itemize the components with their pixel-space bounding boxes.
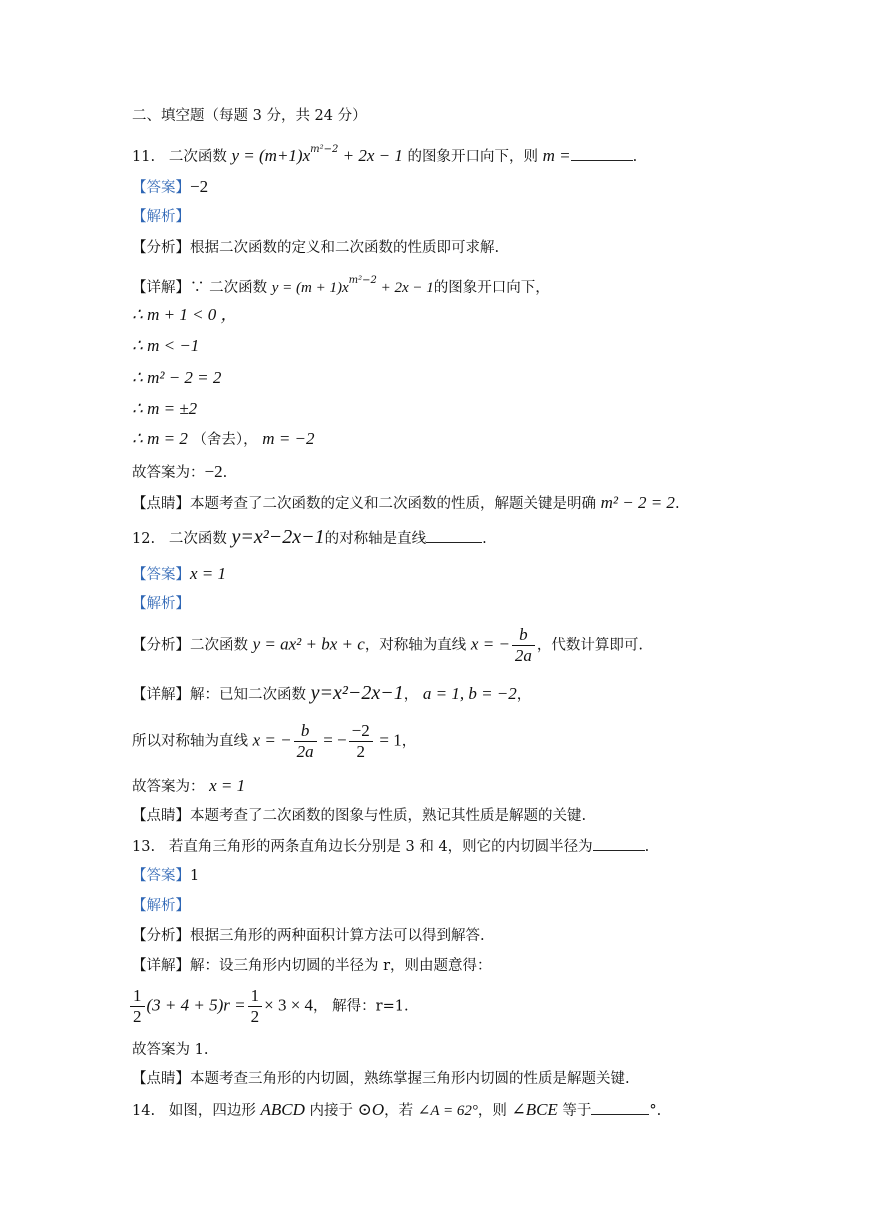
step-line xyxy=(132,429,315,450)
comment-text: 本题考查了二次函数的定义和二次函数的性质，解题关键是明确 xyxy=(190,496,596,512)
fraction-numerator: b xyxy=(512,625,535,646)
fraction-denominator: 2a xyxy=(514,646,532,665)
fraction-denominator: 2a xyxy=(296,742,314,761)
fenxi-text: 二次函数 xyxy=(190,637,248,654)
analysis-line xyxy=(132,926,485,946)
analysis-tag: 【解析】 xyxy=(132,898,190,914)
question-11 xyxy=(132,140,637,167)
math-expression: + 2x − 1 xyxy=(376,280,434,296)
answer-tag: 【答案】 xyxy=(132,567,190,583)
comment-tag: 【点睛】 xyxy=(132,808,190,824)
question-text: ，则 xyxy=(477,1103,507,1119)
axis-line xyxy=(132,721,416,762)
step-text: （舍去）， xyxy=(192,432,258,448)
comment-text: 本题考查三角形的内切圆，熟练掌握三角形内切圆的性质是解题关键. xyxy=(190,1071,630,1087)
detail-text: 所以对称轴为直线 xyxy=(132,733,248,750)
question-number: 12. xyxy=(132,531,156,547)
math-expression: + 2x − 1 xyxy=(338,146,403,165)
detail-tag: 【详解】 xyxy=(132,958,190,974)
question-text: 二次函数 xyxy=(168,531,227,547)
fraction-denominator: 2 xyxy=(356,742,365,761)
step-line: ∴ m < −1 xyxy=(132,336,200,355)
fenxi-tag: 【分析】 xyxy=(132,240,190,256)
section-title: 二、填空题（每题 3 分，共 24 分） xyxy=(132,108,367,124)
answer-tag: 【答案】 xyxy=(132,868,190,884)
math-expression: ABCD xyxy=(260,1100,305,1119)
math-expression: = − xyxy=(323,730,347,750)
conclusion-line xyxy=(132,462,227,483)
detail-text: 的图象开口向下， xyxy=(433,280,550,296)
fenxi-text: ，对称轴为直线 xyxy=(364,637,467,654)
fenxi-tag: 【分析】 xyxy=(132,928,190,944)
step-line: ∴ m² − 2 = 2 xyxy=(132,368,222,387)
math-expression: = 1 xyxy=(379,730,402,750)
detail-tag: 【详解】 xyxy=(132,687,190,703)
question-text: 的对称轴是直线 xyxy=(324,531,427,547)
fenxi-text: ，代数计算即可. xyxy=(536,637,644,654)
math-expression: a = 1, b = −2 xyxy=(422,684,517,703)
math-expression: ∠A = 62° xyxy=(417,1103,478,1119)
question-text: 如图，四边形 xyxy=(168,1103,256,1119)
question-number: 13. xyxy=(132,839,156,855)
question-12 xyxy=(132,527,487,549)
math-expression: (3 + 4 + 5)r = xyxy=(146,995,246,1015)
math-expression: y = ax² + bx + c xyxy=(252,634,365,654)
detail-text: 解：已知二次函数 xyxy=(190,687,306,703)
analysis-line xyxy=(132,625,643,666)
equation-line xyxy=(128,986,409,1027)
fraction-numerator: 1 xyxy=(248,986,263,1007)
question-number: 11. xyxy=(132,149,156,165)
answer-value: −2 xyxy=(204,462,223,481)
punctuation: ， xyxy=(401,733,417,750)
analysis-tag: 【解析】 xyxy=(132,209,190,225)
question-text: 二次函数 xyxy=(168,149,227,165)
question-text: 的图象开口向下，则 xyxy=(407,149,538,165)
punctuation: . xyxy=(644,839,650,855)
math-expression: m = −2 xyxy=(262,429,315,448)
comment-line xyxy=(132,1069,630,1089)
answer-line xyxy=(132,177,208,198)
answer-blank[interactable] xyxy=(593,836,645,851)
fenxi-text: 根据三角形的两种面积计算方法可以得到解答. xyxy=(190,928,485,944)
answer-value: 1 xyxy=(190,868,200,884)
analysis-tag: 【解析】 xyxy=(132,596,190,612)
question-text: 若直角三角形的两条直角边长分别是 3 和 4，则它的内切圆半径为 xyxy=(168,839,593,855)
fraction xyxy=(248,986,263,1027)
comment-tag: 【点睛】 xyxy=(132,1071,190,1087)
analysis-line xyxy=(132,238,499,258)
fenxi-text: 根据二次函数的定义和二次函数的性质即可求解. xyxy=(190,240,500,256)
math-expression: m² − 2 = 2 xyxy=(600,493,675,512)
fraction-denominator: 2 xyxy=(250,1007,260,1026)
math-expression: m = xyxy=(542,146,571,165)
detail-line xyxy=(132,271,550,298)
detail-text: 解：设三角形内切圆的半径为 r，则由题意得： xyxy=(190,958,492,974)
math-expression: x = − xyxy=(470,634,510,654)
answer-value: x = 1 xyxy=(190,564,227,583)
math-expression: x = − xyxy=(252,730,292,750)
punctuation: °. xyxy=(649,1103,662,1119)
punctuation: . xyxy=(632,149,638,165)
fraction xyxy=(512,625,535,666)
punctuation: . xyxy=(674,496,680,512)
answer-tag: 【答案】 xyxy=(132,180,190,196)
question-13 xyxy=(132,836,649,857)
fraction-numerator: b xyxy=(294,721,317,742)
answer-blank[interactable] xyxy=(426,528,482,543)
comment-line xyxy=(132,493,680,514)
conclusion-text: 故答案为： xyxy=(132,779,205,795)
fraction-numerator: 1 xyxy=(130,986,145,1007)
answer-line xyxy=(132,866,199,886)
answer-line xyxy=(132,564,226,585)
math-expression: ⊙O xyxy=(357,1100,385,1119)
math-expression: × 3 × 4 xyxy=(264,995,314,1015)
question-text: 内接于 xyxy=(309,1103,353,1119)
conclusion-line: 故答案为 1. xyxy=(132,1042,209,1058)
fraction xyxy=(130,986,145,1027)
math-expression: y = (m+1)x xyxy=(231,146,311,165)
question-14 xyxy=(132,1100,661,1121)
answer-value: −2 xyxy=(190,177,209,196)
math-expression: y = (m + 1)x xyxy=(271,280,349,296)
answer-blank[interactable] xyxy=(571,146,633,161)
fenxi-tag: 【分析】 xyxy=(132,637,190,654)
math-expression: ∠BCE xyxy=(511,1100,558,1119)
detail-text: ， 解得：r=1. xyxy=(313,998,409,1015)
answer-value: x = 1 xyxy=(209,776,246,795)
punctuation: ， xyxy=(516,687,532,703)
detail-line xyxy=(132,956,492,976)
math-expression: y=x²−2x−1 xyxy=(310,682,404,704)
step-line: ∴ m = ±2 xyxy=(132,399,198,418)
fraction-numerator: −2 xyxy=(349,721,373,742)
punctuation: . xyxy=(482,531,487,547)
question-text: ，若 xyxy=(384,1103,414,1119)
comment-text: 本题考查了二次函数的图象与性质，熟记其性质是解题的关键. xyxy=(190,808,587,824)
fraction-denominator: 2 xyxy=(133,1007,142,1026)
math-exponent: m²−2 xyxy=(310,144,339,155)
fraction xyxy=(349,721,373,762)
answer-blank[interactable] xyxy=(591,1100,649,1115)
question-number: 14. xyxy=(132,1103,156,1119)
comment-tag: 【点睛】 xyxy=(132,496,190,512)
detail-line xyxy=(132,683,531,705)
question-text: 等于 xyxy=(562,1103,592,1119)
punctuation: ， xyxy=(403,687,419,703)
comment-line xyxy=(132,806,586,826)
math-exponent: m²−2 xyxy=(348,275,377,286)
math-expression: ∴ m = 2 xyxy=(132,429,188,448)
conclusion-text: 故答案为： xyxy=(132,465,205,481)
step-line: ∴ m + 1 < 0 ， xyxy=(132,305,238,324)
punctuation: . xyxy=(222,465,228,481)
conclusion-line xyxy=(132,776,245,797)
detail-tag: 【详解】 xyxy=(132,280,190,296)
math-expression: y=x²−2x−1 xyxy=(231,526,325,548)
detail-text: ∵ 二次函数 xyxy=(190,280,268,296)
fraction xyxy=(294,721,317,762)
